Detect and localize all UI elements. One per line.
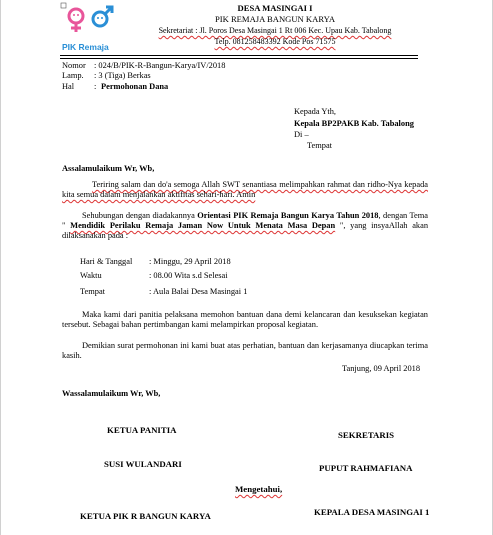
event-place-label: Tempat (80, 287, 105, 296)
mengetahui-label: Mengetahui, (235, 484, 283, 494)
header-village: DESA MASINGAI I (237, 3, 313, 13)
recipient-place: Tempat (307, 141, 332, 150)
nomor-value: : 024/B/PIK-R-Bangun-Karya/IV/2018 (94, 61, 226, 70)
ketua-pik-title: KETUA PIK R BANGUN KARYA (80, 511, 211, 521)
page-edge-left (0, 0, 1, 535)
nomor-label: Nomor (62, 61, 86, 70)
recipient-name: Kepala BP2PAKB Kab. Tabalong (294, 119, 414, 128)
paragraph-closing: Demikian surat permohonan ini kami buat atas perhatian, bantuan dan kerjasamanya diucapkan terima kasih. (62, 341, 428, 360)
recipient-salutation: Kepada Yth, (294, 107, 337, 116)
paragraph-event-intro: Sehubungan dengan diadakannya Orientasi PIK Remaja Bangun Karya Tahun 2018, dengan Tema " Mendidik Perilaku Remaja Jaman Now Untuk Menata Masa Depan ", yang insyaAllah akan dilaksanakan pada : (62, 211, 429, 240)
ketua-panitia-name: SUSI WULANDARI (104, 459, 182, 469)
header-rule-thick (60, 55, 418, 56)
lampiran-label: Lamp. (62, 71, 84, 80)
pik-remaja-logo (60, 2, 122, 56)
header-address: Sekretariat : Jl. Poros Desa Masingai 1 Rt 006 Kec. Upau Kab. Tabalong (158, 26, 392, 35)
kepala-desa-title: KEPALA DESA MASINGAI 1 (314, 507, 430, 517)
event-place-value: : Aula Balai Desa Masingai 1 (149, 287, 248, 296)
ketua-panitia-title: KETUA PANITIA (107, 425, 177, 435)
hal-value: Permohonan Dana (101, 82, 169, 91)
event-date-label: Hari & Tanggal (80, 257, 133, 266)
opening-greeting: Assalamulaikum Wr, Wb, (62, 164, 155, 173)
event-time-label: Waktu (80, 271, 102, 280)
header-rule-thin (60, 58, 418, 59)
event-date-value: : Minggu, 29 April 2018 (149, 257, 231, 266)
sekretaris-name: PUPUT RAHMAFIANA (319, 463, 413, 473)
header-organization: PIK REMAJA BANGUN KARYA (214, 14, 336, 24)
recipient-at: Di – (294, 130, 309, 139)
paragraph-request: Maka kami dari panitia pelaksana memohon bantuan dana demi kelancaran dan kesuksekan kegiatan tersebut. Sebagai bahan pertimbangan kami melampirkan proposal kegiatan. (62, 310, 428, 329)
logo-text: PIK Remaja (62, 42, 109, 52)
hal-colon: : (94, 82, 97, 91)
paragraph-salutation: Teriring salam dan do'a semoga Allah SWT senantiasa melimpahkan rahmat dan ridho-Nya kepada kita semua dalam menjalankan aktifitas sehari-hari. Amin (62, 180, 428, 199)
hal-label: Hal (62, 82, 75, 91)
sekretaris-title: SEKRETARIS (338, 430, 395, 440)
closing-greeting: Wassalamulaikum Wr, Wb, (62, 389, 161, 398)
place-date: Tanjung, 09 April 2018 (342, 364, 421, 373)
header-phone: Telp. 081258483392 Kode Pos 71575 (214, 37, 336, 46)
lampiran-value: : 3 (Tiga) Berkas (94, 71, 151, 80)
event-time-value: : 08.00 Wita s.d Selesai (149, 271, 228, 280)
